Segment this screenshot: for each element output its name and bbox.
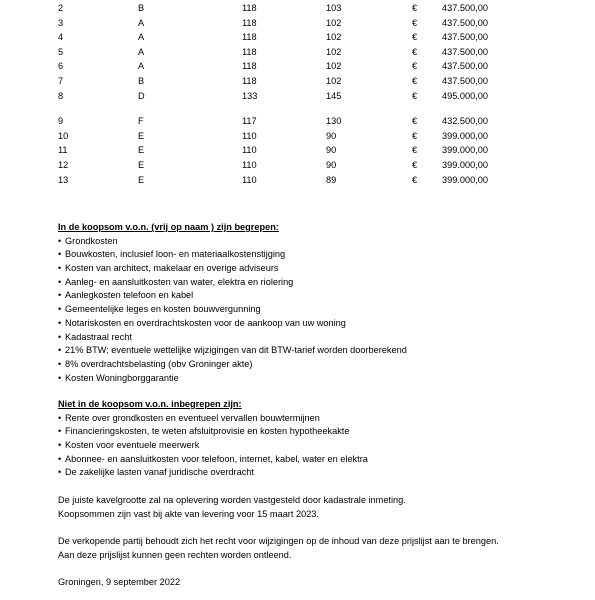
table-row <box>58 30 488 45</box>
house-type: F <box>138 116 144 127</box>
plot-size: 90 <box>326 159 337 170</box>
living-area: 110 <box>242 159 257 170</box>
table-row <box>58 158 488 173</box>
bullet-icon: • <box>58 426 62 437</box>
note-line: Aan deze prijslijst kunnen geen rechten worden ontleend. <box>58 549 292 560</box>
note-line: De juiste kavelgrootte zal na oplevering worden vastgesteld door kadastrale inmeting. <box>58 495 406 505</box>
table-row <box>58 1 488 16</box>
bullet-icon: • <box>58 453 62 464</box>
note-line: De verkopende partij behoudt zich het recht voor wijzigingen op de inhoud van deze prijslijst aan te brengen. <box>58 536 499 546</box>
list-item <box>58 372 558 386</box>
list-item <box>58 466 558 480</box>
plot-size: 102 <box>326 32 342 43</box>
bullet-icon: • <box>58 276 62 287</box>
currency-symbol: € <box>412 75 418 86</box>
list-item-text: Bouwkosten, inclusief loon- en materiaalkostenstijging <box>65 249 286 260</box>
bullet-icon: • <box>58 345 62 356</box>
living-area: 133 <box>242 90 258 101</box>
living-area: 118 <box>242 61 257 72</box>
lot-number: 4 <box>58 32 64 43</box>
bullet-icon: • <box>58 412 62 423</box>
bullet-icon: • <box>58 358 62 369</box>
house-type: E <box>138 174 145 185</box>
list-item-text: Aanleg- en aansluitkosten van water, elektra en riolering <box>65 276 294 287</box>
place-date <box>58 576 578 590</box>
list-item <box>58 453 558 467</box>
list-item <box>58 358 558 372</box>
currency-symbol: € <box>412 17 418 28</box>
living-area: 110 <box>242 130 257 141</box>
plot-size: 90 <box>326 130 337 141</box>
list-item-text: 21% BTW; eventuele wettelijke wijzigingen van dit BTW-tarief worden doorberekend <box>65 345 407 356</box>
bullet-icon: • <box>58 290 62 301</box>
currency-symbol: € <box>412 32 418 43</box>
place-date-text: Groningen, 9 september 2022 <box>58 577 181 587</box>
list-item-text: Aanlegkosten telefoon en kabel <box>65 290 194 301</box>
list-item <box>58 235 558 249</box>
list-item <box>58 262 558 276</box>
plot-size: 90 <box>326 145 337 156</box>
included-section <box>58 221 558 385</box>
price: 432.500,00 <box>442 116 488 127</box>
plot-size: 102 <box>326 17 342 28</box>
house-type: A <box>138 46 145 57</box>
list-item-text: Gemeentelijke leges en kosten bouwvergunning <box>65 304 261 315</box>
bullet-icon: • <box>58 440 62 451</box>
currency-symbol: € <box>412 159 418 170</box>
lot-number: 2 <box>58 3 64 13</box>
plot-size: 130 <box>326 116 342 127</box>
lot-number: 6 <box>58 61 64 72</box>
excluded-list <box>58 412 558 480</box>
included-list <box>58 235 558 386</box>
currency-symbol: € <box>412 145 418 156</box>
list-item <box>58 425 558 439</box>
list-item-text: Grondkosten <box>65 235 118 246</box>
plot-size: 145 <box>326 90 342 101</box>
table-row <box>58 143 488 158</box>
lot-number: 12 <box>58 159 69 170</box>
price-table <box>58 1 488 187</box>
living-area: 118 <box>242 75 257 86</box>
living-area: 110 <box>242 174 257 185</box>
table-row <box>58 45 488 60</box>
plot-size: 102 <box>326 46 342 57</box>
list-item-text: De zakelijke lasten vanaf juridische overdracht <box>65 467 254 478</box>
list-item-text: Rente over grondkosten en eventueel vervallen bouwtermijnen <box>65 412 320 423</box>
house-type: A <box>138 61 145 72</box>
list-item <box>58 439 558 453</box>
price: 495.000,00 <box>442 90 488 101</box>
table-row <box>58 59 488 74</box>
house-type: A <box>138 32 145 43</box>
list-item <box>58 289 558 303</box>
bullet-icon: • <box>58 249 62 260</box>
list-item-text: Kadastraal recht <box>65 331 132 342</box>
house-type: E <box>138 145 145 156</box>
list-item-text: Abonnee- en aansluitkosten voor telefoon, internet, kabel, water en elektra <box>65 453 368 464</box>
bullet-icon: • <box>58 304 62 315</box>
price: 399.000,00 <box>442 145 488 156</box>
living-area: 118 <box>242 17 257 28</box>
list-item <box>58 248 558 262</box>
list-item-text: Kosten voor eventuele meerwerk <box>65 440 200 451</box>
plot-size: 102 <box>326 61 342 72</box>
table-row <box>58 173 488 188</box>
list-item <box>58 276 558 290</box>
list-item-text: Kosten van architect, makelaar en overige adviseurs <box>65 263 279 274</box>
plot-size: 102 <box>326 75 342 86</box>
lot-number: 9 <box>58 116 64 127</box>
table-row <box>58 89 488 104</box>
list-item <box>58 412 558 426</box>
lot-number: 11 <box>58 145 68 156</box>
living-area: 117 <box>242 116 257 127</box>
currency-symbol: € <box>412 90 418 101</box>
table-row <box>58 129 488 144</box>
list-item <box>58 331 558 345</box>
table-spacer-row <box>58 103 488 114</box>
list-item-text: 8% overdrachtsbelasting (obv Groninger akte) <box>65 358 253 369</box>
table-row <box>58 114 488 129</box>
excluded-section <box>58 398 558 480</box>
price: 399.000,00 <box>442 130 488 141</box>
list-item <box>58 303 558 317</box>
house-type: A <box>138 17 145 28</box>
table-row <box>58 74 488 89</box>
lot-number: 10 <box>58 130 69 141</box>
list-item-text: Kosten Woningborggarantie <box>65 372 179 383</box>
bullet-icon: • <box>58 317 62 328</box>
price: 399.000,00 <box>442 159 488 170</box>
currency-symbol: € <box>412 61 418 72</box>
plot-size-note <box>58 494 578 521</box>
living-area: 118 <box>242 3 257 13</box>
list-item <box>58 344 558 358</box>
bullet-icon: • <box>58 331 62 342</box>
bullet-icon: • <box>58 467 62 478</box>
currency-symbol: € <box>412 130 418 141</box>
currency-symbol: € <box>412 116 418 127</box>
currency-symbol: € <box>412 46 418 57</box>
plot-size: 89 <box>326 174 337 185</box>
table-row <box>58 16 488 31</box>
note-line: Koopsommen zijn vast bij akte van levering voor 15 maart 2023. <box>58 508 319 519</box>
house-type: B <box>138 3 145 13</box>
included-title: In de koopsom v.o.n. (vrij op naam ) zijn begrepen: <box>58 222 279 232</box>
living-area: 110 <box>242 145 257 156</box>
price: 437.500,00 <box>442 61 488 72</box>
currency-symbol: € <box>412 3 418 13</box>
excluded-title: Niet in de koopsom v.o.n. inbegrepen zijn: <box>58 399 242 409</box>
house-type: B <box>138 75 145 86</box>
price: 437.500,00 <box>442 3 488 13</box>
price: 437.500,00 <box>442 75 488 86</box>
lot-number: 7 <box>58 75 64 86</box>
living-area: 118 <box>242 32 257 43</box>
bullet-icon: • <box>58 263 62 274</box>
price: 437.500,00 <box>442 32 488 43</box>
currency-symbol: € <box>412 174 418 185</box>
lot-number: 13 <box>58 174 69 185</box>
lot-number: 8 <box>58 90 64 101</box>
list-item-text: Notariskosten en overdrachtskosten voor de aankoop van uw woning <box>65 317 346 328</box>
list-item-text: Financieringskosten, te weten afsluitprovisie en kosten hypotheekakte <box>65 426 350 437</box>
lot-number: 5 <box>58 46 64 57</box>
bullet-icon: • <box>58 372 62 383</box>
price: 437.500,00 <box>442 46 488 57</box>
disclaimer-note <box>58 535 578 562</box>
list-item <box>58 317 558 331</box>
price: 399.000,00 <box>442 174 488 185</box>
bullet-icon: • <box>58 235 62 246</box>
price: 437.500,00 <box>442 17 488 28</box>
house-type: E <box>138 159 145 170</box>
house-type: E <box>138 130 145 141</box>
house-type: D <box>138 90 145 101</box>
living-area: 118 <box>242 46 257 57</box>
plot-size: 103 <box>326 3 342 13</box>
lot-number: 3 <box>58 17 64 28</box>
